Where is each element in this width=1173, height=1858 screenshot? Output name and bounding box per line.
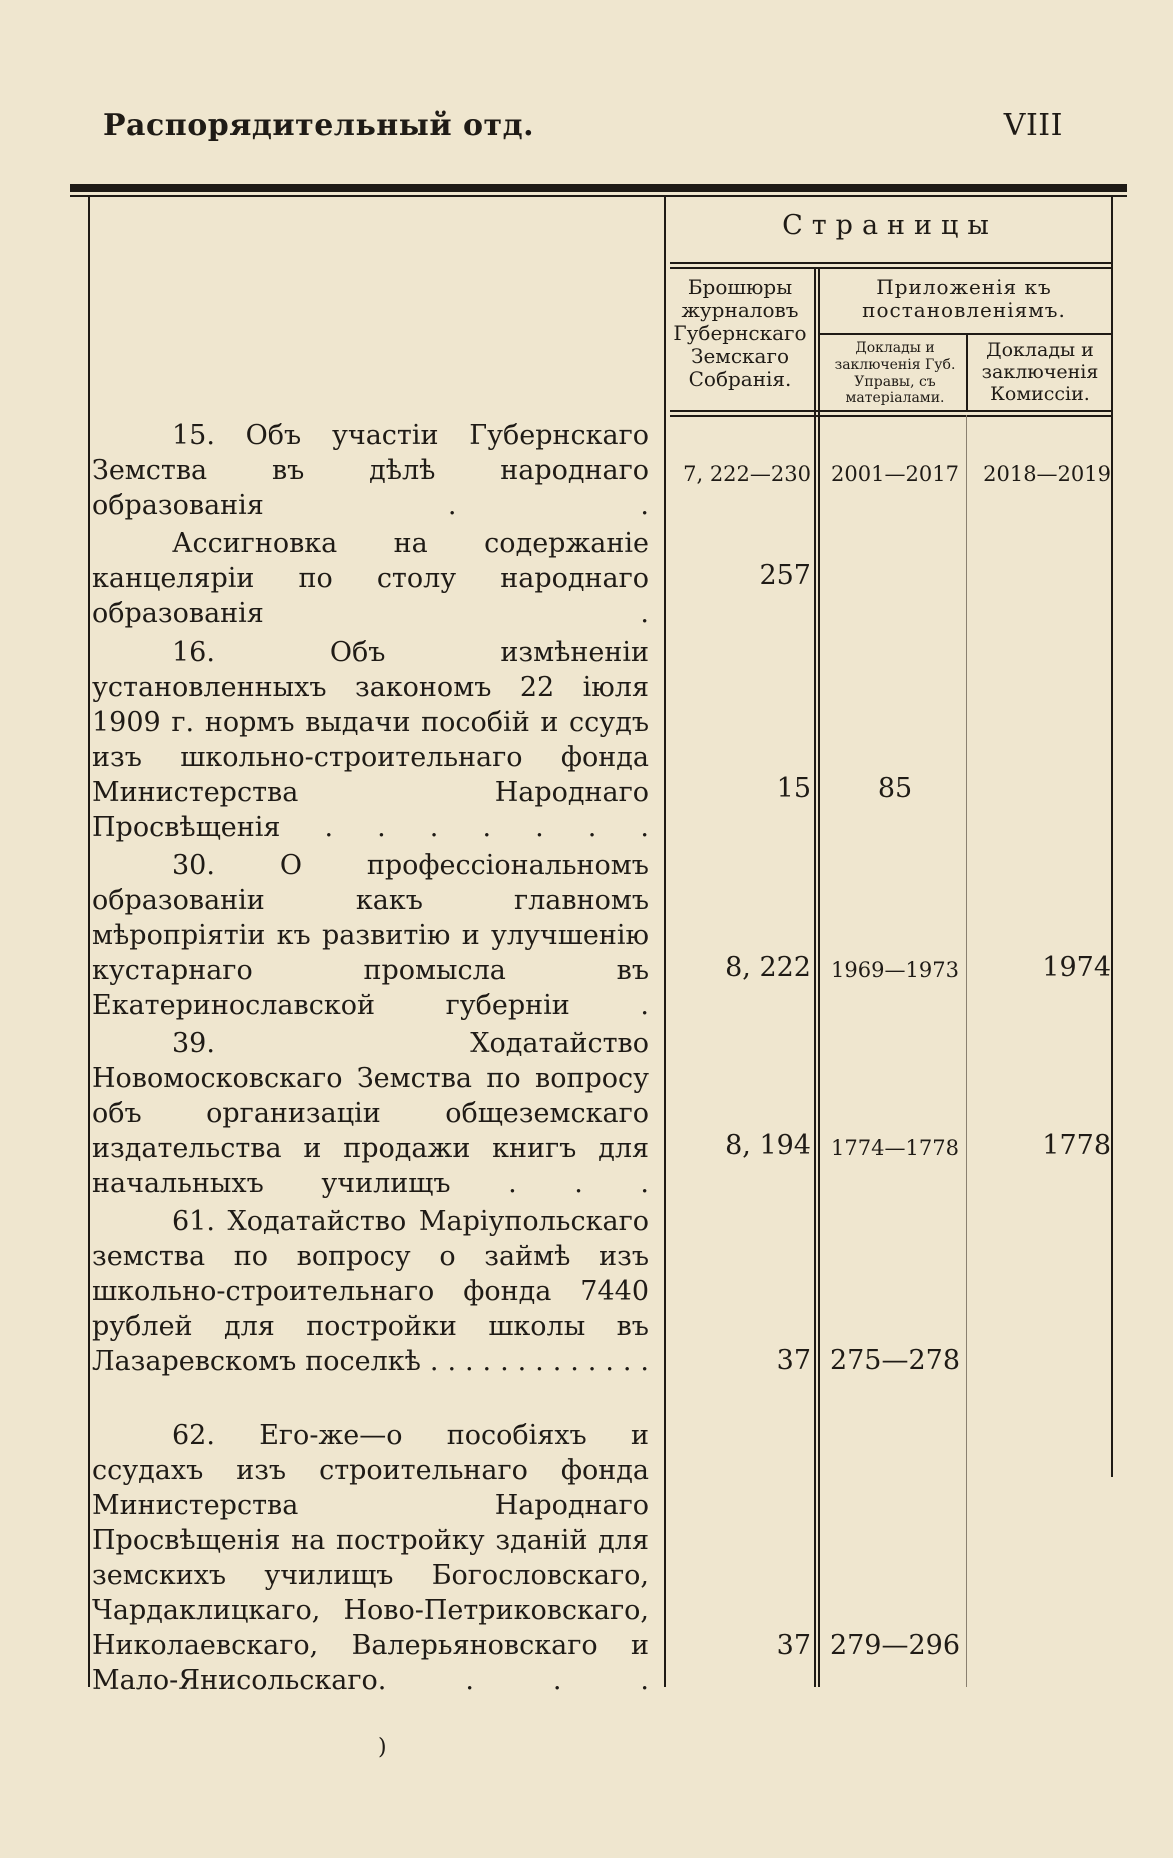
- page-number: VIII: [1003, 108, 1063, 143]
- board-report-pages: 279—296: [829, 1630, 961, 1661]
- header-brochures: Брошюры журналовъ Губернскаго Земскаго Собранія.: [673, 275, 807, 391]
- header-pages: Страницы: [782, 210, 998, 241]
- brochure-pages: 8, 194: [725, 1130, 811, 1161]
- stray-mark: ): [378, 1735, 387, 1760]
- table-right-border: [1111, 197, 1113, 1477]
- brochure-pages: 7, 222—230: [683, 462, 811, 486]
- table-top-rule: [70, 184, 1127, 192]
- table-row: [92, 635, 649, 845]
- column-divider-text: [664, 197, 666, 1687]
- header-divider-appendices: [818, 333, 1111, 335]
- entry-text: 62. Его-же—о пособіяхъ и ссудахъ изъ строительнаго фонда Министерства Народнаго Просвѣщенія на постройку зданій для земскихъ училищъ Богословскаго, Чардаклицкаго, Ново-Петриковскаго, Николаевскаго, Валерьяновскаго и Мало-Янисольскаго. . . .: [92, 1420, 649, 1696]
- board-report-pages: 85: [877, 773, 913, 804]
- board-report-pages: 2001—2017: [831, 462, 959, 486]
- section-title: Распорядительный отд.: [103, 108, 535, 143]
- entry-text: 16. Объ измѣненіи установленныхъ закономъ 22 іюля 1909 г. нормъ выдачи пособій и ссудъ изъ школьно-строительнаго фонда Министерства Народнаго Просвѣщенія . . . . . . .: [92, 637, 649, 843]
- entry-text: 15. Объ участіи Губернскаго Земства въ дѣлѣ народнаго образованія . .: [92, 420, 649, 521]
- header-divider-pages-2: [670, 267, 1111, 269]
- brochure-pages: 257: [759, 560, 811, 591]
- brochure-pages: 8, 222: [725, 952, 811, 983]
- brochure-pages: 37: [776, 1630, 811, 1661]
- board-report-pages: 275—278: [829, 1345, 961, 1376]
- column-divider-reports-faint: [966, 415, 967, 1687]
- table-left-border: [88, 197, 90, 1687]
- header-reports-board: Доклады и заключенія Губ. Управы, съ матеріалами.: [834, 340, 956, 407]
- entry-text: 30. О профессіональномъ образованіи какъ главномъ мѣропріятіи къ развитію и улучшенію кустарнаго промысла въ Екатеринославской губерніи .: [92, 850, 649, 1021]
- commission-report-pages: 2018—2019: [983, 462, 1111, 486]
- table-top-rule-thin: [70, 195, 1127, 197]
- table-row: [92, 848, 649, 1023]
- header-reports-commission: Доклады и заключенія Комиссіи.: [981, 339, 1099, 405]
- brochure-pages: 37: [776, 1345, 811, 1376]
- header-appendices: Приложенія къ постановленіямъ.: [862, 275, 1066, 322]
- entry-text: 39. Ходатайство Новомосковскаго Земства по вопросу объ организаціи общеземскаго издательства и продажи книгъ для начальныхъ училищъ . . .: [92, 1028, 649, 1199]
- table-row: [92, 526, 649, 631]
- column-divider-brochure: [814, 267, 816, 1687]
- header-bottom-rule: [670, 410, 1111, 412]
- table-row: [92, 1026, 649, 1201]
- header-bottom-rule-2: [670, 415, 1111, 417]
- commission-report-pages: 1778: [1042, 1130, 1111, 1161]
- entry-text: Ассигновка на содержаніе канцеляріи по столу народнаго образованія .: [92, 528, 649, 629]
- table-row: [92, 418, 649, 523]
- commission-report-pages: 1974: [1042, 952, 1111, 983]
- table-row: [92, 1418, 649, 1698]
- header-divider-pages: [670, 262, 1111, 264]
- table-row: [92, 1204, 649, 1379]
- entry-text: 61. Ходатайство Маріупольскаго земства по вопросу о займѣ изъ школьно-строительнаго фонда 7440 рублей для постройки школы въ Лазаревскомъ поселкѣ . . . . . . . . . . . . .: [92, 1206, 649, 1377]
- brochure-pages: 15: [776, 773, 811, 804]
- board-report-pages: 1969—1973: [831, 958, 959, 982]
- board-report-pages: 1774—1778: [831, 1136, 959, 1160]
